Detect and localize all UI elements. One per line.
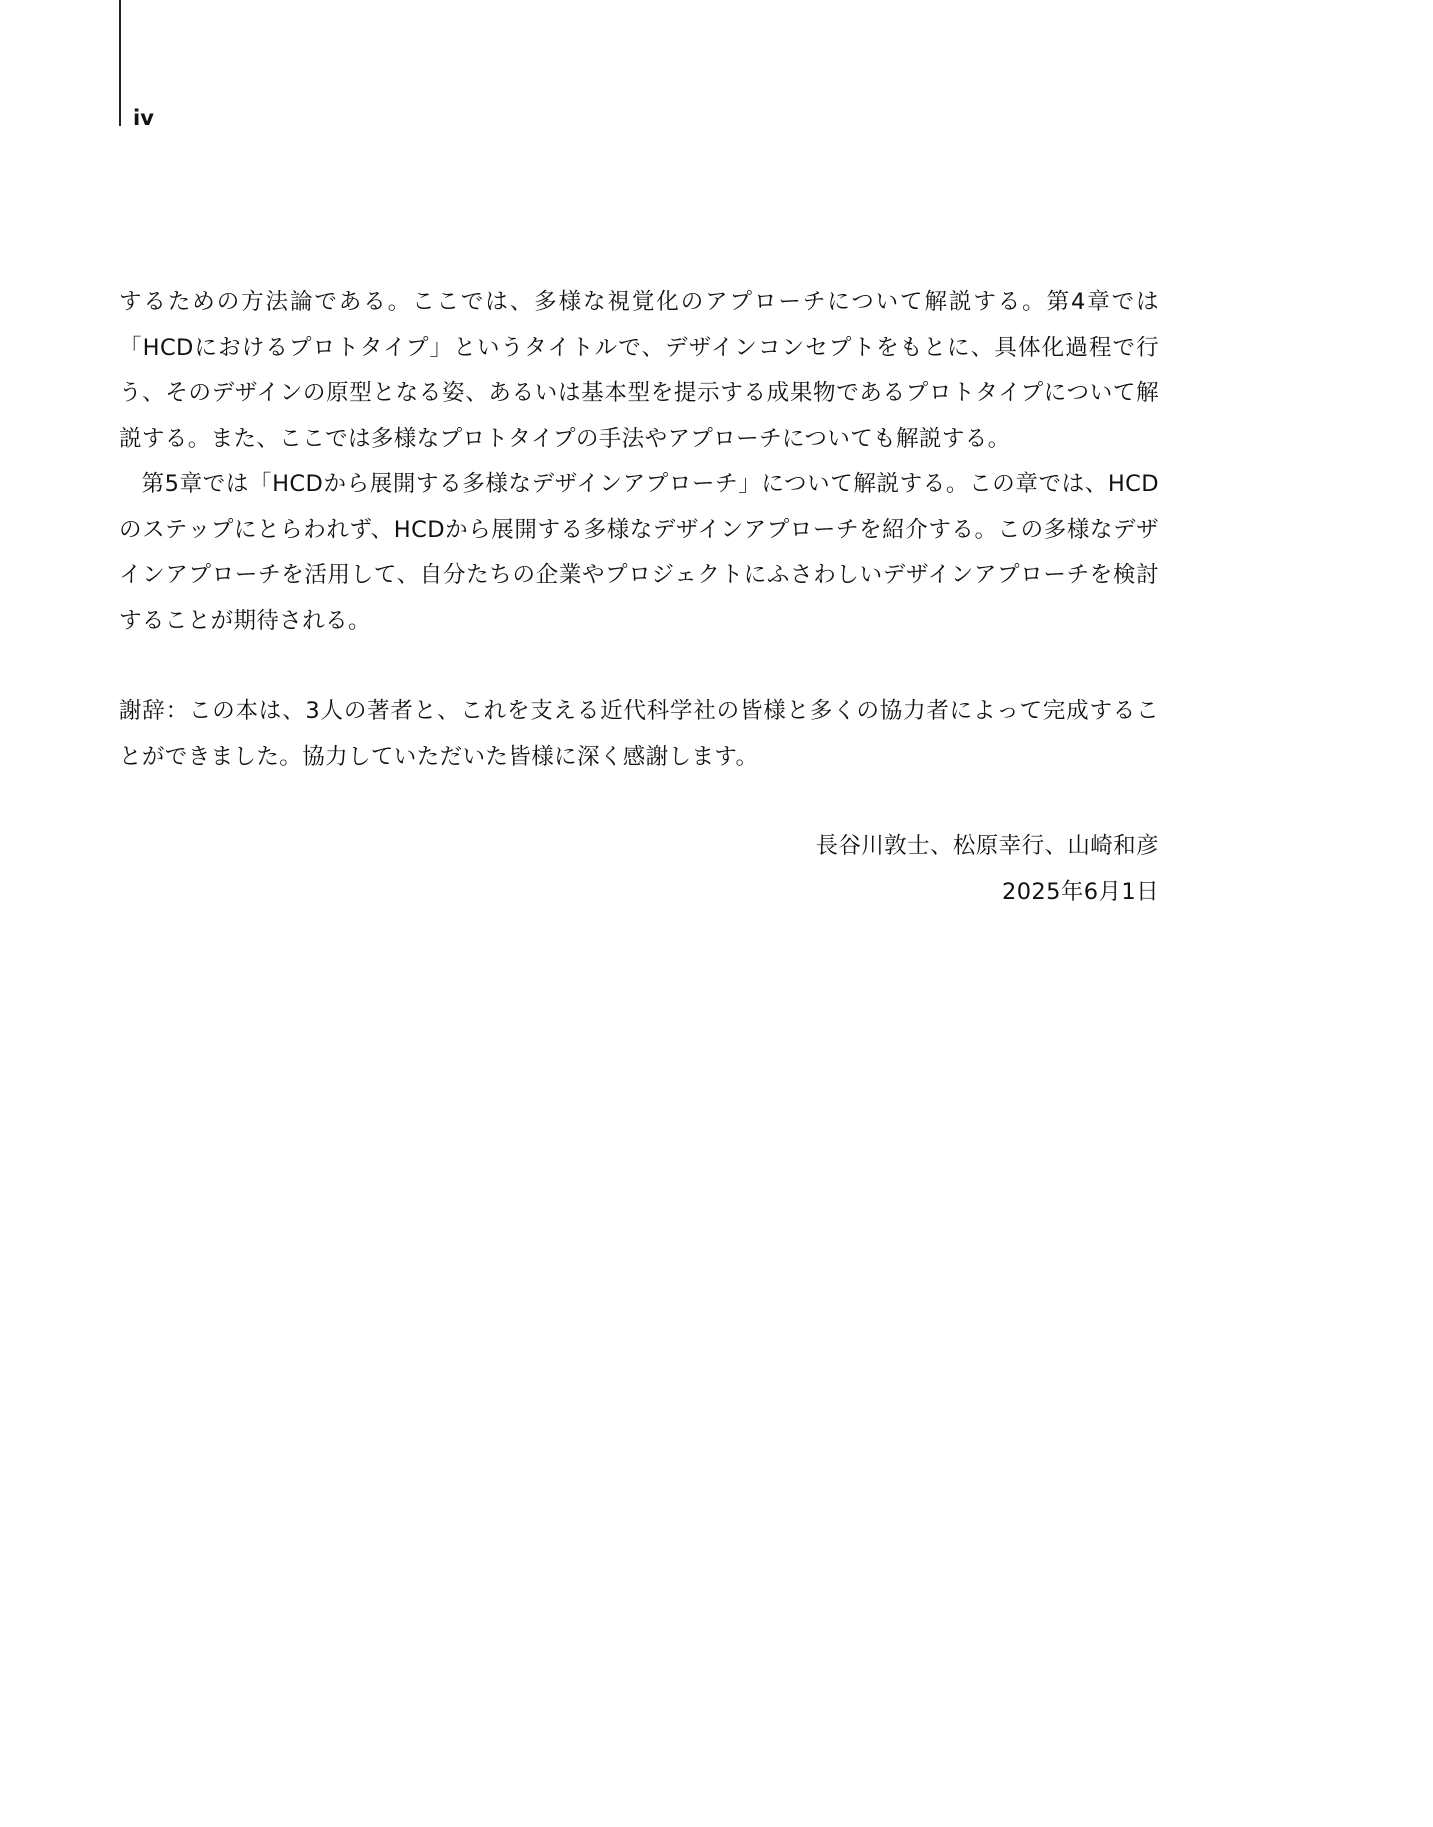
paragraph-chapter-4: するための方法論である。ここでは、多様な視覚化のアプローチについて解説する。第4章では「HCDにおけるプロトタイプ」というタイトルで、デザインコンセプトをもとに、具体化過程で行う、そのデザインの原型となる姿、あるいは基本型を提示する成果物であるプロトタイプについて解説する。また、ここでは多様なプロトタイプの手法やアプローチについても解説する。 [119, 289, 1159, 452]
signature-block [119, 824, 1159, 915]
page-margin-rule [119, 0, 121, 126]
acknowledgment-text: 謝辞：この本は、3人の著者と、これを支える近代科学社の皆様と多くの協力者によって完成することができました。協力していただいた皆様に深く感謝します。 [119, 698, 1159, 770]
preface-body [119, 280, 1159, 915]
page-number: iv [133, 106, 154, 130]
signature-date: 2025年6月1日 [1002, 878, 1159, 905]
author-names: 長谷川敦士、松原幸行、山崎和彦 [815, 833, 1159, 859]
paragraph-chapter-5: 第5章では「HCDから展開する多様なデザインアプローチ」について解説する。この章では、HCDのステップにとらわれず、HCDから展開する多様なデザインアプローチを紹介する。この多様なデザインアプローチを活用して、自分たちの企業やプロジェクトにふさわしいデザインアプローチを検討することが期待される。 [119, 471, 1159, 634]
